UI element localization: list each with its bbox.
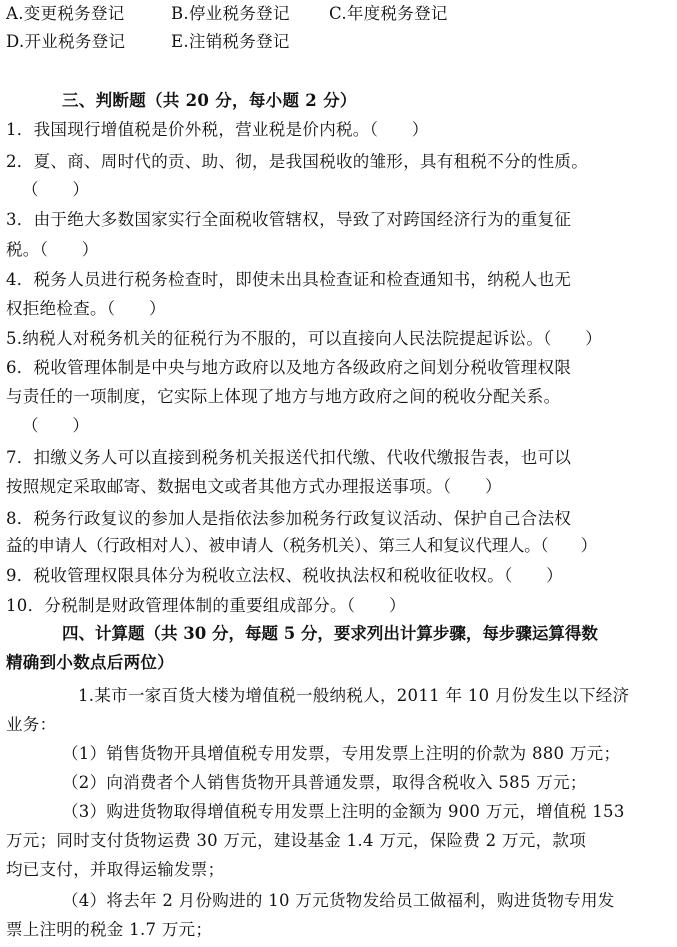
tf-line: （ ）: [22, 180, 90, 199]
tf-line: 7．扣缴义务人可以直接到税务机关报送代扣代缴、代收代缴报告表，也可以: [6, 448, 572, 467]
tf-line: （ ）: [22, 416, 90, 435]
tf-line: 1．我国现行增值税是价外税，营业税是价内税。（ ）: [6, 120, 429, 139]
tf-line: 2．夏、商、周时代的贡、助、彻，是我国税收的雏形，具有租税不分的性质。: [6, 152, 588, 171]
calc-line: 票上注明的税金 1.7 万元；: [6, 920, 213, 939]
tf-line: 益的申请人（行政相对人）、被申请人（税务机关）、第三人和复议代理人。（ ）: [6, 536, 597, 555]
calc-line: 万元；同时支付货物运费 30 万元，建设基金 1.4 万元，保险费 2 万元，款项: [6, 831, 587, 850]
tf-line: 税。（ ）: [6, 240, 99, 259]
calc-line: 1.某市一家百货大楼为增值税一般纳税人，2011 年 10 月份发生以下经济: [78, 686, 630, 705]
options-row-1: [6, 2, 448, 26]
option-e: E.注销税务登记: [171, 32, 290, 51]
calc-line: （3）购进货物取得增值税专用发票上注明的金额为 900 万元，增值税 153: [62, 802, 625, 821]
section-4-heading-line-2: 精确到小数点后两位）: [6, 653, 174, 672]
option-a: A.变更税务登记: [6, 4, 125, 23]
section-3-heading: 三、判断题（共 20 分，每小题 2 分）: [62, 91, 357, 110]
option-c: C.年度税务登记: [329, 4, 448, 23]
calc-line: （2）向消费者个人销售货物开具普通发票，取得含税收入 585 万元；: [62, 773, 587, 792]
tf-line: 10．分税制是财政管理体制的重要组成部分。（ ）: [6, 596, 406, 615]
tf-line: 8．税务行政复议的参加人是指依法参加税务行政复议活动、保护自己合法权: [6, 509, 572, 528]
options-row-2: [6, 30, 290, 54]
tf-line: 与责任的一项制度，它实际上体现了地方与地方政府之间的税收分配关系。: [6, 387, 561, 406]
tf-line: 4．税务人员进行税务检查时，即使未出具检查证和检查通知书，纳税人也无: [6, 270, 572, 289]
option-b: B.停业税务登记: [171, 4, 290, 23]
tf-line: 权拒绝检查。（ ）: [6, 299, 166, 318]
calc-line: （1）销售货物开具增值税专用发票，专用发票上注明的价款为 880 万元；: [62, 744, 621, 763]
option-d: D.开业税务登记: [6, 32, 126, 51]
tf-line: 6．税收管理体制是中央与地方政府以及地方各级政府之间划分税收管理权限: [6, 358, 572, 377]
section-4-heading-line-1: 四、计算题（共 30 分，每题 5 分，要求列出计算步骤，每步骤运算得数: [62, 624, 598, 643]
tf-line: 3．由于绝大多数国家实行全面税收管辖权，导致了对跨国经济行为的重复征: [6, 210, 572, 229]
calc-line: 均已支付，并取得运输发票；: [6, 860, 225, 879]
tf-line: 5.纳税人对税务机关的征税行为不服的，可以直接向人民法院提起诉讼。（ ）: [6, 329, 603, 348]
calc-line: （4）将去年 2 月份购进的 10 万元货物发给员工做福利，购进货物专用发: [62, 891, 615, 910]
tf-line: 按照规定采取邮寄、数据电文或者其他方式办理报送事项。（ ）: [6, 477, 502, 496]
calc-line: 业务：: [6, 715, 57, 734]
tf-line: 9．税收管理权限具体分为税收立法权、税收执法权和税收征收权。（ ）: [6, 566, 563, 585]
